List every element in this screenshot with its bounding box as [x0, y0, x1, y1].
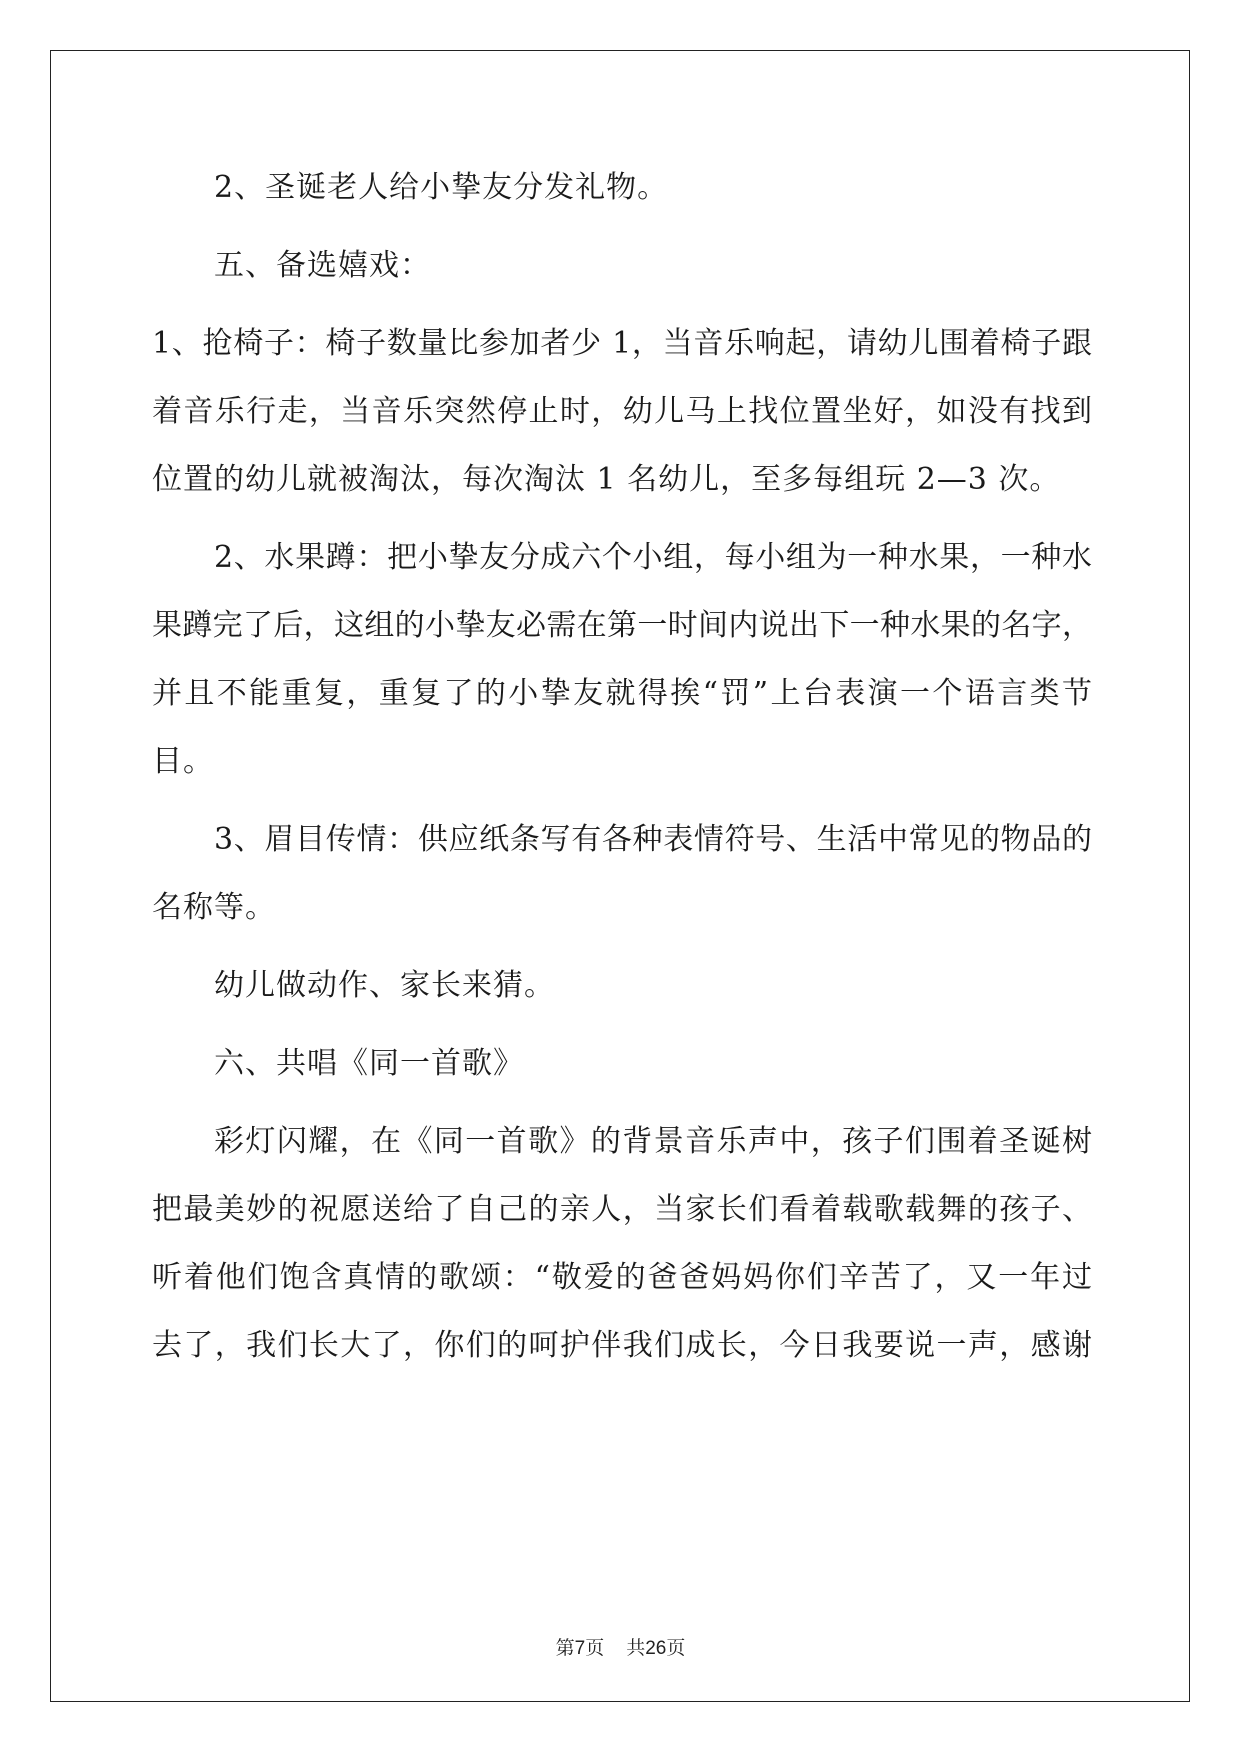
paragraph-line: 2、水果蹲：把小挚友分成六个小组，每小组为一种水果，一种水 — [214, 540, 1092, 575]
paragraph-line: 把最美妙的祝愿送给了自己的亲人，当家长们看着载歌载舞的孩子、 — [152, 1192, 1092, 1227]
paragraph-line: 着音乐行走，当音乐突然停止时，幼儿马上找位置坐好，如没有找到 — [152, 394, 1092, 429]
paragraph-line: 听着他们饱含真情的歌颂：“敬爱的爸爸妈妈你们辛苦了，又一年过 — [152, 1260, 1092, 1295]
paragraph-line: 1、抢椅子：椅子数量比参加者少 1，当音乐响起，请幼儿围着椅子跟 — [152, 326, 1092, 361]
paragraph-line: 幼儿做动作、家长来猜。 — [214, 968, 555, 1003]
page-total: 26 — [645, 1638, 667, 1659]
paragraph-line: 去了，我们长大了，你们的呵护伴我们成长，今日我要说一声，感谢 — [152, 1328, 1092, 1363]
section-heading: 六、共唱《同一首歌》 — [214, 1046, 524, 1081]
paragraph-line: 2、圣诞老人给小挚友分发礼物。 — [214, 170, 669, 205]
paragraph-line: 名称等。 — [152, 890, 276, 925]
paragraph-line: 位置的幼儿就被淘汰，每次淘汰 1 名幼儿，至多每组玩 2—3 次。 — [152, 462, 1061, 497]
section-heading: 五、备选嬉戏： — [214, 248, 431, 283]
paragraph-line: 并且不能重复，重复了的小挚友就得挨“罚”上台表演一个语言类节 — [152, 676, 1092, 711]
page-suffix: 页 — [585, 1637, 605, 1659]
total-suffix: 页 — [666, 1637, 686, 1659]
page-footer — [0, 1636, 1241, 1661]
page-prefix: 第 — [555, 1637, 575, 1659]
paragraph-line: 目。 — [152, 744, 214, 779]
page-border — [50, 50, 1190, 1702]
paragraph-line: 3、眉目传情：供应纸条写有各种表情符号、生活中常见的物品的 — [214, 822, 1092, 857]
total-prefix: 共 — [626, 1637, 646, 1659]
paragraph-line: 彩灯闪耀，在《同一首歌》的背景音乐声中，孩子们围着圣诞树 — [214, 1124, 1092, 1159]
paragraph-line: 果蹲完了后，这组的小挚友必需在第一时间内说出下一种水果的名字， — [152, 608, 1092, 643]
page-current: 7 — [574, 1638, 586, 1659]
